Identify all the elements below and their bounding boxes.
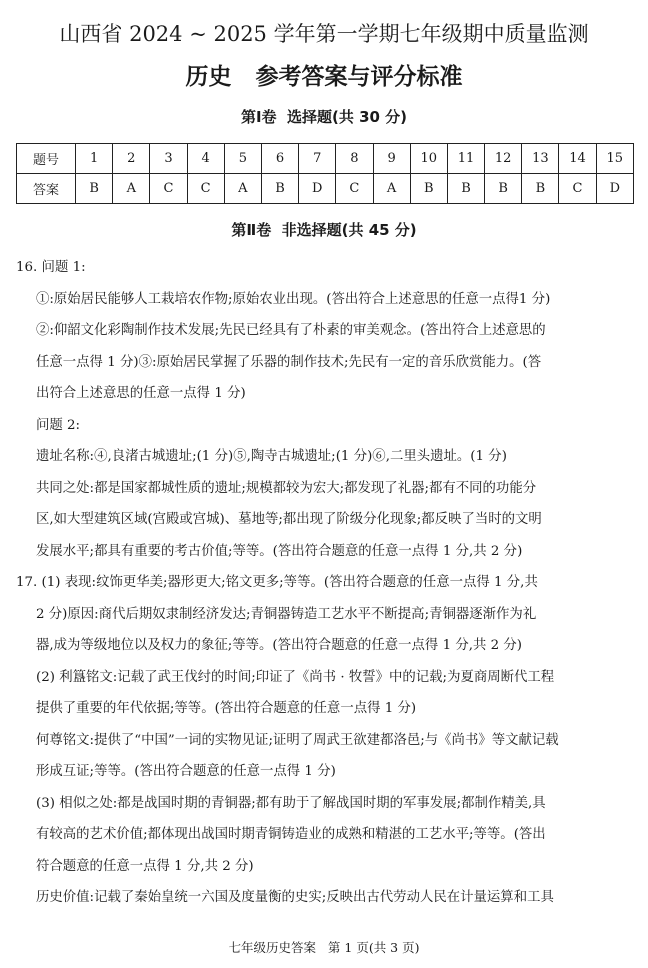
answer-cell: C [187,174,224,204]
question-number: 5 [224,144,261,174]
row-label-answers: 答案 [17,174,76,204]
answer-body [16,252,634,914]
answer-table [16,143,634,204]
answer-line: 发展水平;都具有重要的考古价值;等等。(答出符合题意的任意一点得 1 分,共 2 分) [36,543,523,559]
document-title: 山西省 2024 ~ 2025 学年第一学期七年级期中质量监测 [59,22,589,46]
table-row-numbers [17,144,634,174]
answer-line: 任意一点得 1 分)③:原始居民掌握了乐器的制作技术;先民有一定的音乐欣赏能力。(答 [36,354,542,370]
question-number: 15 [596,144,633,174]
page-footer: 七年级历史答案 第 1 页(共 3 页) [228,940,420,955]
answer-line: 有较高的艺术价值;都体现出战国时期青铜铸造业的成熟和精湛的工艺水平;等等。(答出 [36,827,546,842]
answer-cell: D [596,174,633,204]
answer-line: ①:原始居民能够人工栽培农作物;原始农业出现。(答出符合上述意思的任意一点得1 分) [36,291,551,307]
answer-line: 区,如大型建筑区域(宫殿或宫城)、墓地等;都出现了阶级分化现象;都反映了当时的文明 [36,512,542,527]
question-number: 1 [76,144,113,174]
answer-cell: B [76,174,113,204]
answer-line: 符合题意的任意一点得 1 分,共 2 分) [36,858,254,874]
question-number: 6 [261,144,298,174]
question-number: 12 [485,144,522,174]
answer-line: 2 分)原因:商代后期奴隶制经济发达;青铜器铸造工艺水平不断提高;青铜器逐渐作为礼 [36,606,537,622]
part2-heading: 第Ⅱ卷 非选择题(共 45 分) [231,221,417,239]
answer-line: 共同之处:都是国家都城性质的遗址;规模都较为宏大;都发现了礼器;都有不同的功能分 [36,480,537,496]
answer-cell: C [150,174,187,204]
answer-cell: B [410,174,447,204]
answer-line: (3) 相似之处:都是战国时期的青铜器;都有助于了解战国时期的军事发展;都制作精美,具 [36,795,546,811]
answer-line: 提供了重要的年代依据;等等。(答出符合题意的任意一点得 1 分) [36,701,417,716]
answer-cell: C [336,174,373,204]
answer-cell: B [522,174,559,204]
question-number: 14 [559,144,596,174]
answer-cell: B [261,174,298,204]
answer-line: ②:仰韶文化彩陶制作技术发展;先民已经具有了朴素的审美观念。(答出符合上述意思的 [36,323,546,338]
answer-cell: C [559,174,596,204]
question-16-heading: 16. 问题 1: [16,260,86,275]
question-number: 13 [522,144,559,174]
question-17-heading: 17. (1) 表现:纹饰更华美;器形更大;铭文更多;等等。(答出符合题意的任意一点得 1 分,共 [16,575,538,590]
answer-cell: B [485,174,522,204]
answer-line: 遗址名称:④,良渚古城遗址;(1 分)⑤,陶寺古城遗址;(1 分)⑥,二里头遗址。(1 分) [36,449,507,464]
document-subtitle: 历史 参考答案与评分标准 [185,64,463,90]
answer-cell: A [224,174,261,204]
answer-line: 历史价值:记载了秦始皇统一六国及度量衡的史实;反映出古代劳动人民在计量运算和工具 [36,890,554,905]
question-number: 8 [336,144,373,174]
question-number: 10 [410,144,447,174]
answer-line: (2) 利簋铭文:记载了武王伐纣的时间;印证了《尚书 · 牧誓》中的记载;为夏商周断代工程 [36,669,555,685]
question-number: 9 [373,144,410,174]
answer-cell: A [113,174,150,204]
question-number: 7 [299,144,336,174]
part1-heading: 第Ⅰ卷 选择题(共 30 分) [240,108,408,126]
answer-line: 形成互证;等等。(答出符合题意的任意一点得 1 分) [36,764,336,779]
row-label-numbers: 题号 [17,144,76,174]
answer-line: 何尊铭文:提供了“中国”一词的实物见证;证明了周武王欲建都洛邑;与《尚书》等文献记载 [36,732,559,748]
answer-line: 器,成为等级地位以及权力的象征;等等。(答出符合题意的任意一点得 1 分,共 2 分) [36,638,523,653]
question-number: 2 [113,144,150,174]
question-number: 11 [447,144,484,174]
answer-line: 出符合上述意思的任意一点得 1 分) [36,386,246,401]
table-row-answers [17,174,634,204]
sub-question-heading: 问题 2: [36,417,81,433]
answer-cell: A [373,174,410,204]
answer-cell: D [299,174,336,204]
answer-cell: B [447,174,484,204]
question-number: 4 [187,144,224,174]
question-number: 3 [150,144,187,174]
